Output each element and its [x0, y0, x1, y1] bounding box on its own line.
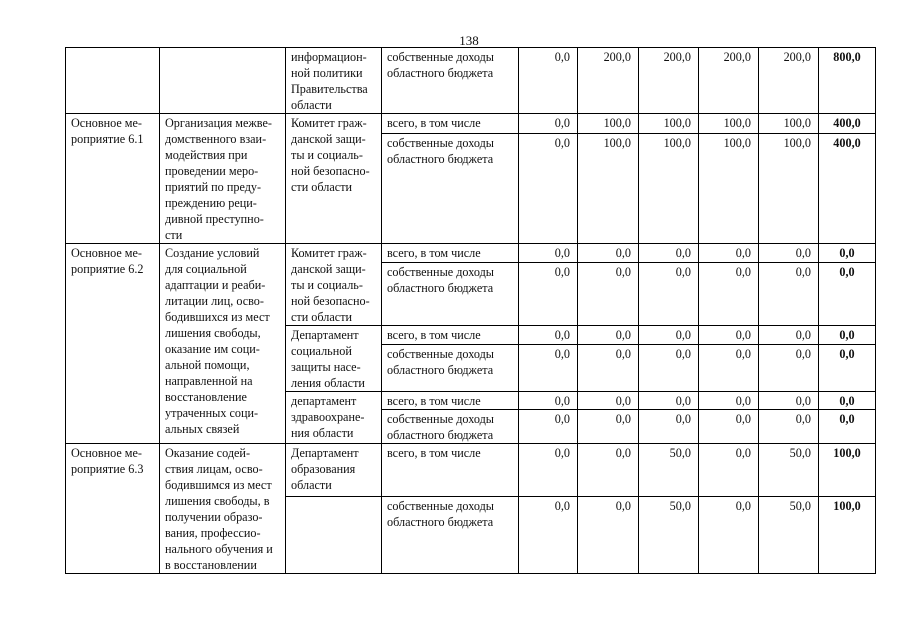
value-cell: 200,0 [699, 48, 759, 114]
value-cell: 0,0 [578, 244, 639, 263]
value-cell: 100,0 [578, 133, 639, 243]
value-cell: 200,0 [639, 48, 699, 114]
funding-source-cell: всего, в том числе [382, 392, 519, 410]
funding-source-cell: всего, в том числе [382, 114, 519, 134]
value-cell: 0,0 [759, 244, 819, 263]
value-cell: 0,0 [519, 244, 578, 263]
value-cell: 0,0 [759, 326, 819, 345]
activity-cell: Основное ме- роприятие 6.2 [66, 244, 160, 444]
value-cell: 0,0 [639, 344, 699, 391]
value-cell: 0,0 [519, 444, 578, 497]
value-cell: 0,0 [578, 263, 639, 326]
funding-source-cell: собственные доходы областного бюджета [382, 263, 519, 326]
value-cell: 0,0 [639, 392, 699, 410]
value-cell: 50,0 [639, 444, 699, 497]
value-cell: 0,0 [699, 263, 759, 326]
value-cell: 100,0 [759, 114, 819, 134]
activity-name-cell: Оказание содей- ствия лицам, осво- бодившимся из мест лишения свободы, в получении образо- вания, профессио- нального обучения и в восстановлении [160, 444, 286, 574]
executor-cell: департамент здравоохране- ния области [286, 392, 382, 444]
executor-cell: Комитет граж- данской защи- ты и социаль- ной безопасно- сти области [286, 114, 382, 244]
value-cell: 50,0 [759, 444, 819, 497]
activity-name-cell: Создание условий для социальной адаптации и реаби- литации лиц, осво- бодившихся из мест лишения свободы, оказание им соци- альной помощи, направленной на восстановление утраченных соци- альных связей [160, 244, 286, 444]
executor-cell: информацион- ной политики Правительства области [286, 48, 382, 114]
funding-source-cell: собственные доходы областного бюджета [382, 410, 519, 444]
funding-source-cell: собственные доходы областного бюджета [382, 344, 519, 391]
value-cell: 100,0 [759, 133, 819, 243]
value-cell: 0,0 [519, 133, 578, 243]
value-cell: 200,0 [578, 48, 639, 114]
value-cell: 0,0 [578, 410, 639, 444]
total-cell: 400,0 [819, 133, 876, 243]
value-cell: 0,0 [519, 48, 578, 114]
executor-cell [286, 497, 382, 574]
value-cell: 0,0 [519, 392, 578, 410]
value-cell: 0,0 [759, 392, 819, 410]
value-cell: 0,0 [519, 114, 578, 134]
total-cell: 0,0 [819, 263, 876, 326]
value-cell: 100,0 [639, 133, 699, 243]
value-cell: 0,0 [759, 410, 819, 444]
value-cell: 0,0 [519, 326, 578, 345]
executor-cell: Департамент образования области [286, 444, 382, 497]
value-cell: 50,0 [759, 497, 819, 574]
table-row [66, 244, 876, 263]
total-cell: 0,0 [819, 244, 876, 263]
value-cell: 100,0 [578, 114, 639, 134]
value-cell: 0,0 [578, 326, 639, 345]
funding-source-cell: всего, в том числе [382, 444, 519, 497]
value-cell: 200,0 [759, 48, 819, 114]
funding-source-cell: всего, в том числе [382, 244, 519, 263]
value-cell: 0,0 [639, 410, 699, 444]
executor-cell: Комитет граж- данской защи- ты и социаль- ной безопасно- сти области [286, 244, 382, 326]
value-cell: 0,0 [578, 344, 639, 391]
activity-cell [66, 48, 160, 114]
total-cell: 0,0 [819, 326, 876, 345]
table-row [66, 444, 876, 497]
value-cell: 0,0 [699, 392, 759, 410]
value-cell: 0,0 [759, 263, 819, 326]
value-cell: 0,0 [699, 344, 759, 391]
funding-source-cell: собственные доходы областного бюджета [382, 497, 519, 574]
value-cell: 0,0 [578, 444, 639, 497]
value-cell: 100,0 [699, 133, 759, 243]
funding-source-cell: всего, в том числе [382, 326, 519, 345]
total-cell: 800,0 [819, 48, 876, 114]
budget-table [65, 47, 876, 574]
value-cell: 0,0 [519, 263, 578, 326]
page-number: 138 [459, 33, 479, 48]
value-cell: 100,0 [639, 114, 699, 134]
total-cell: 100,0 [819, 444, 876, 497]
funding-source-cell: собственные доходы областного бюджета [382, 48, 519, 114]
value-cell: 0,0 [578, 392, 639, 410]
executor-cell: Департамент социальной защиты насе- ления области [286, 326, 382, 392]
value-cell: 0,0 [578, 497, 639, 574]
value-cell: 0,0 [699, 326, 759, 345]
activity-cell: Основное ме- роприятие 6.1 [66, 114, 160, 244]
value-cell: 0,0 [699, 497, 759, 574]
value-cell: 100,0 [699, 114, 759, 134]
total-cell: 400,0 [819, 114, 876, 134]
activity-cell: Основное ме- роприятие 6.3 [66, 444, 160, 574]
table-row [66, 48, 876, 114]
total-cell: 100,0 [819, 497, 876, 574]
value-cell: 0,0 [519, 344, 578, 391]
value-cell: 0,0 [639, 326, 699, 345]
activity-name-cell [160, 48, 286, 114]
value-cell: 0,0 [699, 410, 759, 444]
total-cell: 0,0 [819, 344, 876, 391]
total-cell: 0,0 [819, 410, 876, 444]
value-cell: 0,0 [519, 410, 578, 444]
total-cell: 0,0 [819, 392, 876, 410]
value-cell: 0,0 [639, 244, 699, 263]
value-cell: 0,0 [699, 244, 759, 263]
funding-source-cell: собственные доходы областного бюджета [382, 133, 519, 243]
value-cell: 0,0 [519, 497, 578, 574]
value-cell: 0,0 [759, 344, 819, 391]
value-cell: 0,0 [699, 444, 759, 497]
table-row [66, 114, 876, 134]
value-cell: 0,0 [639, 263, 699, 326]
activity-name-cell: Организация межве- домственного взаи- модействия при проведении меро- приятий по преду- преждению реци- дивной преступно- сти [160, 114, 286, 244]
value-cell: 50,0 [639, 497, 699, 574]
